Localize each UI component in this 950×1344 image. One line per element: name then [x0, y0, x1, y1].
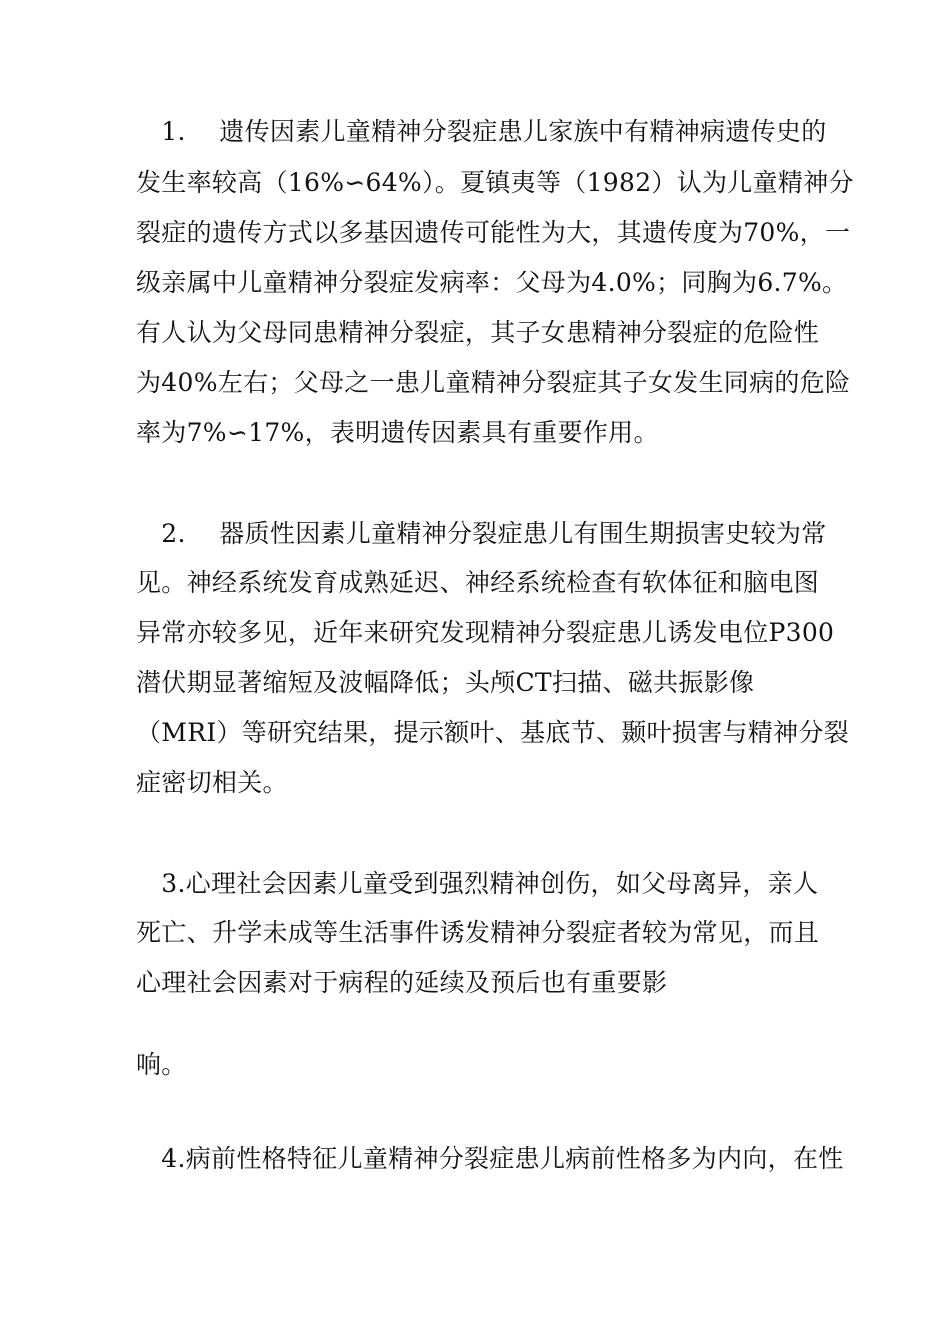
text-line: （MRI）等研究结果，提示额叶、基底节、颞叶损害与精神分裂: [136, 718, 849, 747]
text-line: 有人认为父母同患精神分裂症，其子女患精神分裂症的危险性: [136, 318, 820, 347]
text-line: 潜伏期显著缩短及波幅降低；头颅CT扫描、磁共振影像: [136, 668, 755, 697]
text-line: 级亲属中儿童精神分裂症发病率：父母为4.0%；同胸为6.7%。: [136, 268, 848, 297]
text-line: 症密切相关。: [136, 768, 288, 797]
text-line: 4.病前性格特征儿童精神分裂症患儿病前性格多为内向，在性: [136, 1144, 844, 1173]
text-line: 见。神经系统发育成熟延迟、神经系统检查有软体征和脑电图: [136, 568, 820, 597]
text-line: 3.心理社会因素儿童受到强烈精神创伤，如父母离异，亲人: [136, 869, 819, 898]
text-line: 异常亦较多见，近年来研究发现精神分裂症患儿诱发电位P300: [136, 618, 835, 647]
text-line: 裂症的遗传方式以多基因遗传可能性为大，其遗传度为70%，一: [136, 218, 851, 247]
text-line: 发生率较高（16%∽64%）。夏镇夷等（1982）认为儿童精神分: [136, 168, 854, 197]
text-line: 率为7%∽17%，表明遗传因素具有重要作用。: [136, 418, 659, 447]
text-line: 死亡、升学未成等生活事件诱发精神分裂症者较为常见，而且: [136, 918, 820, 947]
text-line: 2. 器质性因素儿童精神分裂症患儿有围生期损害史较为常: [136, 519, 827, 548]
text-line: 1. 遗传因素儿童精神分裂症患儿家族中有精神病遗传史的: [136, 117, 827, 146]
text-line: 响。: [136, 1050, 187, 1079]
text-line: 为40%左右；父母之一患儿童精神分裂症其子女发生同病的危险: [136, 368, 851, 397]
text-line: 心理社会因素对于病程的延续及预后也有重要影: [136, 968, 668, 997]
